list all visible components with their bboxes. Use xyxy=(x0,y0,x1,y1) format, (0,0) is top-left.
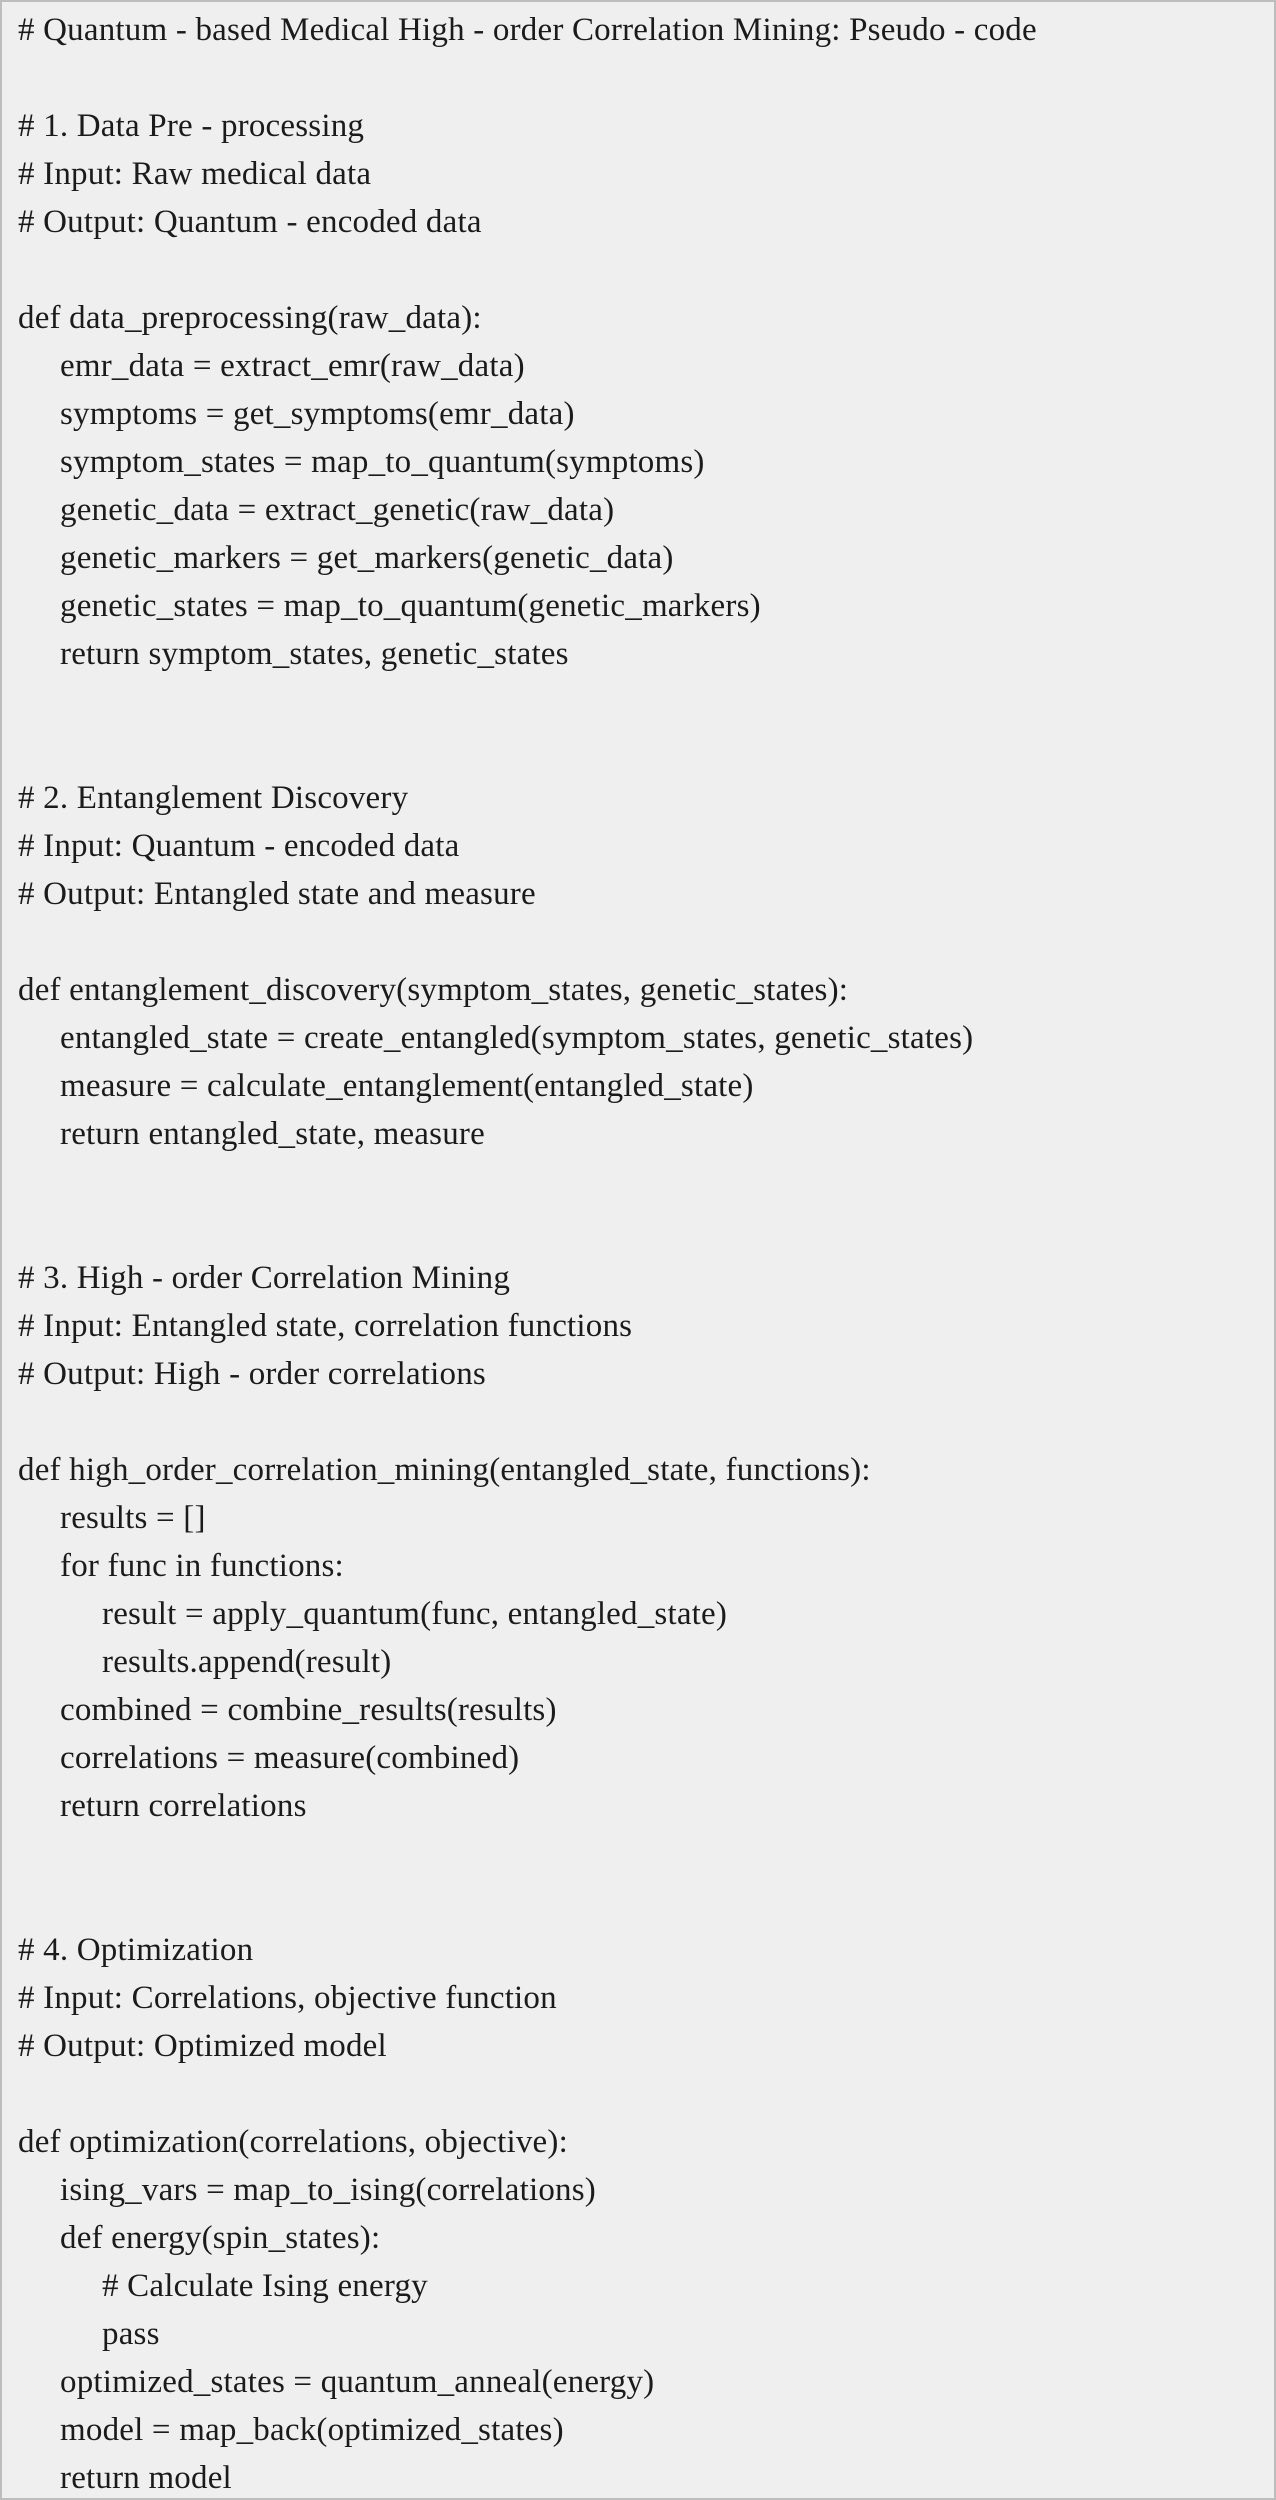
code-line: # Output: Entangled state and measure xyxy=(18,876,536,912)
blank-line xyxy=(18,1878,1264,1926)
code-line: # Quantum - based Medical High - order Correlation Mining: Pseudo - code xyxy=(18,12,1037,48)
code-line: def data_preprocessing(raw_data): xyxy=(18,300,482,336)
code-line: results.append(result) xyxy=(102,1644,392,1680)
blank-line xyxy=(18,1206,1264,1254)
code-line: return entangled_state, measure xyxy=(60,1116,485,1152)
code-line: for func in functions: xyxy=(60,1548,344,1584)
code-listing xyxy=(2,2,1274,2500)
code-line: entangled_state = create_entangled(symptom_states, genetic_states) xyxy=(60,1020,974,1056)
code-line: def optimization(correlations, objective): xyxy=(18,2124,568,2160)
code-line: measure = calculate_entanglement(entangled_state) xyxy=(60,1068,754,1104)
blank-line xyxy=(18,1830,1264,1878)
code-line: # 2. Entanglement Discovery xyxy=(18,780,409,816)
code-line: combined = combine_results(results) xyxy=(60,1692,557,1728)
code-line: return symptom_states, genetic_states xyxy=(60,636,569,672)
code-line: # Input: Quantum - encoded data xyxy=(18,828,460,864)
blank-line xyxy=(18,2070,1264,2118)
code-line: # Output: Optimized model xyxy=(18,2028,387,2064)
code-line: emr_data = extract_emr(raw_data) xyxy=(60,348,525,384)
code-line: genetic_markers = get_markers(genetic_data) xyxy=(60,540,674,576)
code-line: model = map_back(optimized_states) xyxy=(60,2412,564,2448)
code-line: results = [] xyxy=(60,1500,206,1536)
code-line: def high_order_correlation_mining(entangled_state, functions): xyxy=(18,1452,871,1488)
blank-line xyxy=(18,918,1264,966)
code-line: ising_vars = map_to_ising(correlations) xyxy=(60,2172,596,2208)
code-line: # Input: Raw medical data xyxy=(18,156,372,192)
code-line: # Input: Correlations, objective function xyxy=(18,1980,557,2016)
blank-line xyxy=(18,1398,1264,1446)
code-line: # 3. High - order Correlation Mining xyxy=(18,1260,511,1296)
code-line: # Calculate Ising energy xyxy=(102,2268,428,2304)
blank-line xyxy=(18,1158,1264,1206)
code-line: pass xyxy=(102,2316,160,2352)
code-line: genetic_states = map_to_quantum(genetic_markers) xyxy=(60,588,761,624)
code-line: symptom_states = map_to_quantum(symptoms) xyxy=(60,444,705,480)
code-line: correlations = measure(combined) xyxy=(60,1740,520,1776)
code-line: return model xyxy=(60,2460,232,2496)
code-line: symptoms = get_symptoms(emr_data) xyxy=(60,396,575,432)
blank-line xyxy=(18,246,1264,294)
code-line: # Output: Quantum - encoded data xyxy=(18,204,482,240)
code-line: # Output: High - order correlations xyxy=(18,1356,486,1392)
code-line: # 1. Data Pre - processing xyxy=(18,108,365,144)
code-line: result = apply_quantum(func, entangled_state) xyxy=(102,1596,728,1632)
code-line: return correlations xyxy=(60,1788,307,1824)
blank-line xyxy=(18,726,1264,774)
code-line: # 4. Optimization xyxy=(18,1932,254,1968)
blank-line xyxy=(18,54,1264,102)
code-line: def entanglement_discovery(symptom_states, genetic_states): xyxy=(18,972,849,1008)
code-line: optimized_states = quantum_anneal(energy) xyxy=(60,2364,655,2400)
blank-line xyxy=(18,678,1264,726)
code-line: def energy(spin_states): xyxy=(60,2220,381,2256)
code-line: # Input: Entangled state, correlation functions xyxy=(18,1308,633,1344)
code-line: genetic_data = extract_genetic(raw_data) xyxy=(60,492,615,528)
